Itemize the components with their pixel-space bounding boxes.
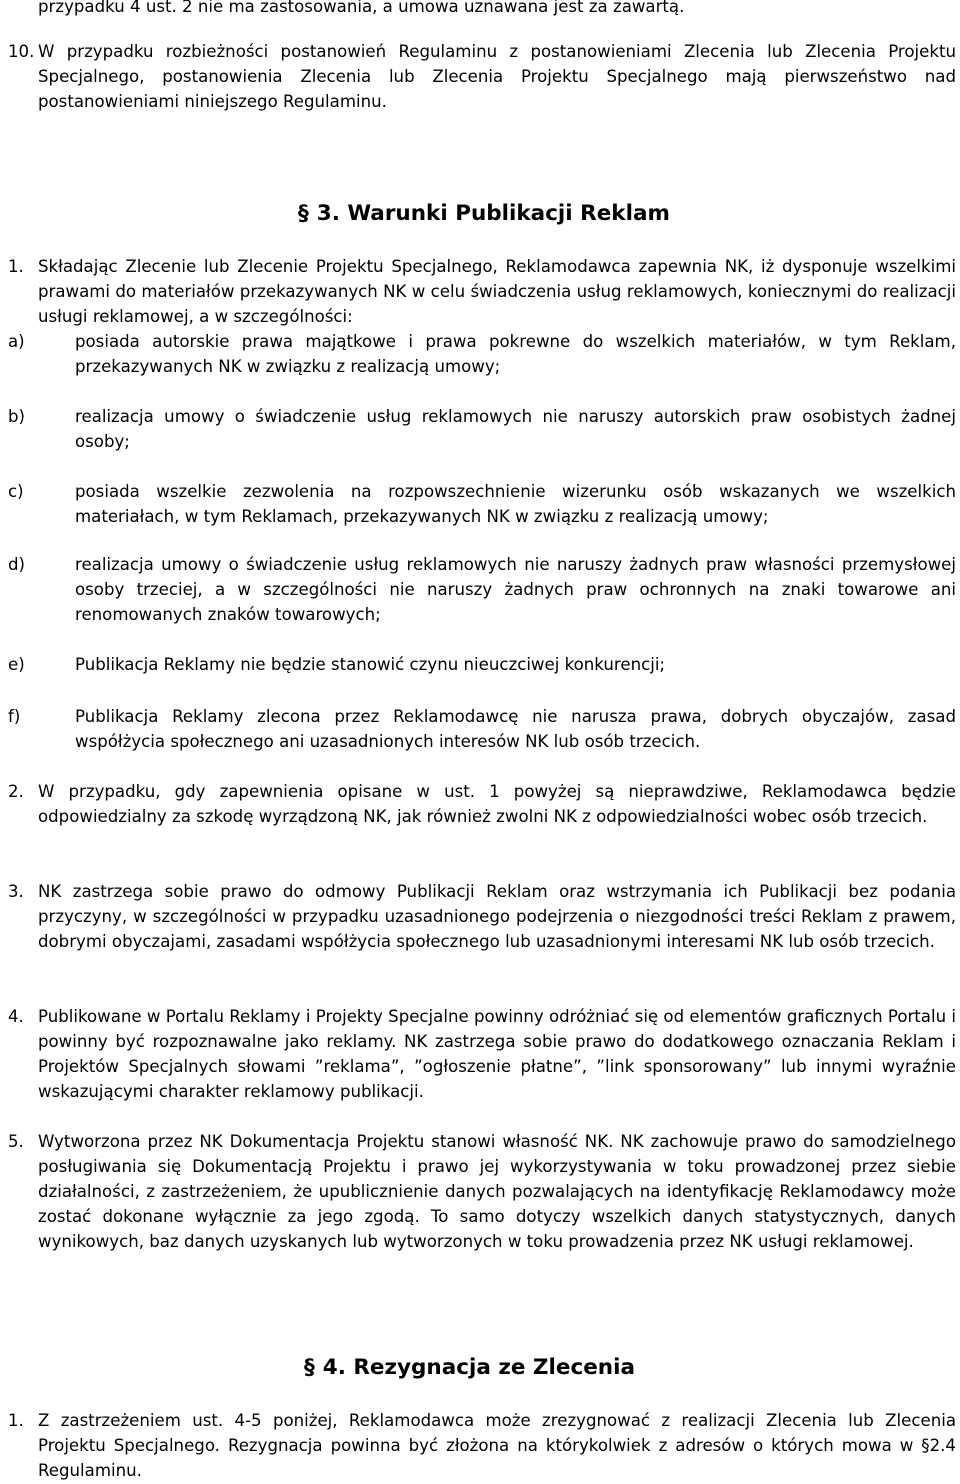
list-item-text: Wytworzona przez NK Dokumentacja Projektu stanowi własność NK. NK zachowuje prawo do samodzielnego posługiwania się Dokumentacją Projektu i prawo jej wykorzystywania w toku prowadzonej przez siebie działalności, z zastrzeżeniem, że upublicznienie danych pozwalających na identyfikację Reklamodawcy może zostać dokonane wyłącznie za jego zgodą. To samo dotyczy wszelkich danych statystycznych, danych wynikowych, baz danych uzyskanych lub wytworzonych w toku prowadzenia przez NK usługi reklamowej.	[38, 1132, 956, 1251]
subitem-a	[8, 329, 956, 379]
list-item-text: W przypadku, gdy zapewnienia opisane w ust. 1 powyżej są nieprawdziwe, Reklamodawca będzie odpowiedzialny za szkodę wyrządzoną NK, jak również zwolni NK z odpowiedzialności wobec osób trzecich.	[38, 782, 956, 826]
subitem-e	[8, 652, 956, 677]
list-number: 1.	[8, 1411, 24, 1430]
subitem-text: realizacja umowy o świadczenie usług reklamowych nie naruszy żadnych praw własności przemysłowej osoby trzeciej, a w szczególności nie naruszy żadnych praw ochronnych na znaki towarowe ani renomowanych znaków towarowych;	[75, 555, 956, 624]
subitem-letter: e)	[8, 655, 25, 674]
section-symbol: §	[304, 1355, 315, 1380]
list-number: 1.	[8, 257, 24, 276]
list-item-10	[8, 39, 956, 114]
list-item-text: Publikowane w Portalu Reklamy i Projekty Specjalne powinny odróżniać się od elementów graficznych Portalu i powinny być rozpoznawalne jako reklamy. NK zastrzega sobie prawo do dodatkowego oznaczania Reklam i Projektów Specjalnych słowami ”reklama”, ”ogłoszenie płatne”, ”link sponsorowany” lub innymi wyraźnie wskazującymi charakter reklamowy publikacji.	[38, 1007, 956, 1101]
subitem-letter: b)	[8, 407, 26, 426]
subitem-text: posiada wszelkie zezwolenia na rozpowszechnienie wizerunku osób wskazanych we wszelkich materiałach, w tym Reklamach, przekazywanych NK w związku z realizacją umowy;	[75, 482, 956, 526]
list-number: 5.	[8, 1132, 24, 1151]
section-heading-3	[298, 200, 670, 228]
list-item-text: NK zastrzega sobie prawo do odmowy Publikacji Reklam oraz wstrzymania ich Publikacji bez podania przyczyny, w szczególności w przypadku uzasadnionego podejrzenia o niezgodności treści Reklam z prawem, dobrymi obyczajami, zasadami współżycia społecznego lub uzasadnionymi interesami NK lub osób trzecich.	[38, 882, 956, 951]
subitem-f	[8, 704, 956, 754]
list-number: 10.	[8, 42, 35, 61]
subitem-c	[8, 479, 956, 529]
section-4-item-1	[8, 1408, 956, 1483]
list-item-text: Składając Zlecenie lub Zlecenie Projektu Specjalnego, Reklamodawca zapewnia NK, iż dysponuje wszelkimi prawami do materiałów przekazywanych NK w celu świadczenia usług reklamowych, koniecznymi do realizacji usługi reklamowej, a w szczególności:	[38, 257, 956, 326]
subitem-letter: f)	[8, 707, 21, 726]
section-3-item-1	[8, 254, 956, 329]
subitem-letter: a)	[8, 332, 25, 351]
section-symbol: §	[298, 201, 309, 226]
subitem-letter: d)	[8, 555, 26, 574]
list-item-text: Z zastrzeżeniem ust. 4-5 poniżej, Reklamodawca może zrezygnować z realizacji Zlecenia lub Zlecenia Projektu Specjalnego. Rezygnacja powinna być złożona na którykolwiek z adresów o których mowa w §2.4 Regulaminu.	[38, 1411, 956, 1480]
section-3-item-3	[8, 879, 956, 954]
section-title: 3. Warunki Publikacji Reklam	[316, 201, 670, 226]
list-number: 3.	[8, 882, 24, 901]
paragraph-fragment	[8, 0, 956, 19]
subitem-text: posiada autorskie prawa majątkowe i prawa pokrewne do wszelkich materiałów, w tym Reklam, przekazywanych NK w związku z realizacją umowy;	[75, 332, 956, 376]
subitem-text: Publikacja Reklamy zlecona przez Reklamodawcę nie narusza prawa, dobrych obyczajów, zasad współżycia społecznego ani uzasadnionych interesów NK lub osób trzecich.	[75, 707, 956, 751]
section-3-item-5	[8, 1129, 956, 1254]
section-heading-4	[304, 1354, 635, 1382]
section-3-item-4	[8, 1004, 956, 1104]
subitem-b	[8, 404, 956, 454]
subitem-letter: c)	[8, 482, 24, 501]
subitem-text: Publikacja Reklamy nie będzie stanowić czynu nieuczciwej konkurencji;	[75, 655, 666, 674]
list-number: 4.	[8, 1007, 24, 1026]
subitem-d	[8, 552, 956, 627]
section-3-item-2	[8, 779, 956, 829]
paragraph-text: przypadku 4 ust. 2 nie ma zastosowania, a umowa uznawana jest za zawartą.	[38, 0, 685, 16]
list-item-text: W przypadku rozbieżności postanowień Regulaminu z postanowieniami Zlecenia lub Zlecenia Projektu Specjalnego, postanowienia Zlecenia lub Zlecenia Projektu Specjalnego mają pierwszeństwo nad postanowieniami niniejszego Regulaminu.	[38, 42, 956, 111]
list-number: 2.	[8, 782, 24, 801]
section-title: 4. Rezygnacja ze Zlecenia	[322, 1355, 635, 1380]
subitem-text: realizacja umowy o świadczenie usług reklamowych nie naruszy autorskich praw osobistych żadnej osoby;	[75, 407, 956, 451]
